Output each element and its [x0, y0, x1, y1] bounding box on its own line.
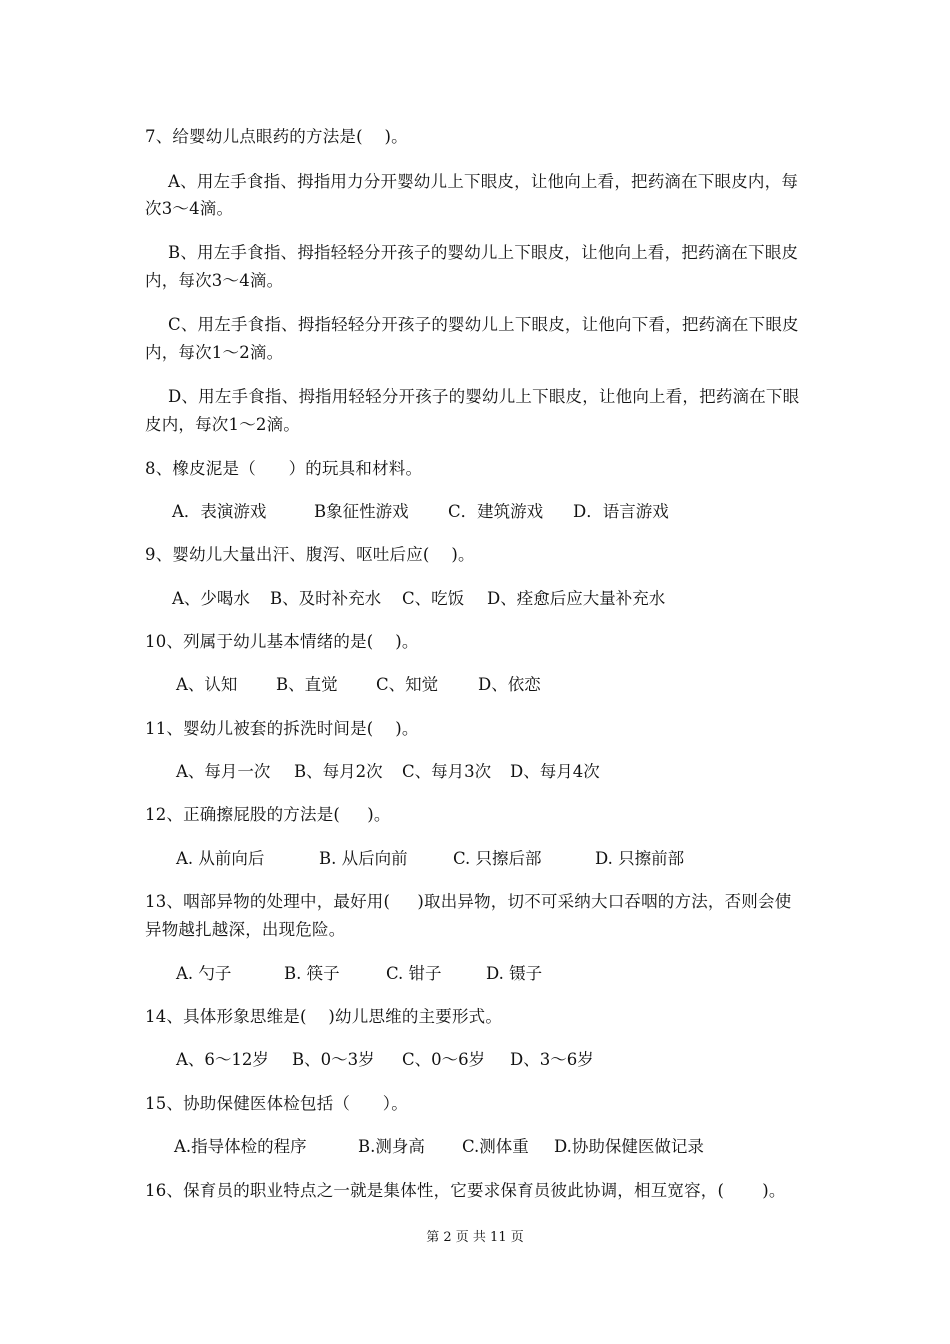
question-14-option-a: A、6～12岁 [176, 1050, 269, 1069]
question-7-option-a-line2: 次3～4滴。 [145, 199, 234, 218]
question-12-options [176, 849, 816, 869]
question-11-options [176, 762, 816, 782]
question-8-stem: 8、橡皮泥是（ ）的玩具和材料。 [145, 459, 423, 478]
question-9-option-d: D、痊愈后应大量补充水 [487, 589, 666, 608]
question-10-stem: 10、列属于幼儿基本情绪的是( )。 [145, 632, 419, 651]
question-14-option-b: B、0～3岁 [292, 1050, 375, 1069]
question-13-stem-line2: 异物越扎越深，出现危险。 [145, 920, 346, 939]
question-8-options [172, 502, 812, 522]
question-14-options [176, 1050, 816, 1070]
question-13-option-a: A. 勺子 [176, 964, 232, 983]
question-7-option-a-line1: A、用左手食指、拇指用力分开婴幼儿上下眼皮，让他向上看，把药滴在下眼皮内，每 [168, 172, 799, 191]
question-13-option-b: B. 筷子 [284, 964, 340, 983]
question-9-option-b: B、及时补充水 [270, 589, 382, 608]
question-11-stem: 11、婴幼儿被套的拆洗时间是( )。 [145, 719, 419, 738]
question-8-option-c: C．建筑游戏 [448, 502, 544, 521]
question-14-stem: 14、具体形象思维是( )幼儿思维的主要形式。 [145, 1007, 503, 1026]
question-14-option-d: D、3～6岁 [510, 1050, 594, 1069]
question-12-option-b: B. 从后向前 [319, 849, 408, 868]
question-8-option-b: B象征性游戏 [314, 502, 409, 521]
question-15-option-a: A.指导体检的程序 [174, 1137, 307, 1156]
question-15-option-d: D.协助保健医做记录 [554, 1137, 704, 1156]
question-7-option-d-line1: D、用左手食指、拇指用轻轻分开孩子的婴幼儿上下眼皮，让他向上看，把药滴在下眼 [168, 387, 800, 406]
question-7-option-c-line1: C、用左手食指、拇指轻轻分开孩子的婴幼儿上下眼皮，让他向下看，把药滴在下眼皮 [168, 315, 799, 334]
question-12-option-d: D. 只擦前部 [595, 849, 685, 868]
question-15-option-b: B.测身高 [358, 1137, 425, 1156]
question-15-stem: 15、协助保健医体检包括（ ）。 [145, 1094, 408, 1113]
page-number-footer: 第 2 页 共 11 页 [426, 1230, 524, 1245]
question-9-option-a: A、少喝水 [172, 589, 250, 608]
question-7-option-b-line1: B、用左手食指、拇指轻轻分开孩子的婴幼儿上下眼皮，让他向上看，把药滴在下眼皮 [168, 243, 799, 262]
question-16-stem: 16、保育员的职业特点之一就是集体性，它要求保育员彼此协调，相互宽容，( )。 [145, 1181, 786, 1200]
question-10-option-c: C、知觉 [376, 675, 439, 694]
question-9-option-c: C、吃饭 [402, 589, 465, 608]
question-8-option-a: A．表演游戏 [172, 502, 267, 521]
question-11-option-b: B、每月2次 [294, 762, 383, 781]
question-7-option-d-line2: 皮内，每次1～2滴。 [145, 415, 300, 434]
question-13-options [176, 964, 816, 984]
question-10-options [176, 675, 816, 695]
question-11-option-a: A、每月一次 [176, 762, 271, 781]
question-14-option-c: C、0～6岁 [402, 1050, 486, 1069]
question-7-stem: 7、给婴幼儿点眼药的方法是( )。 [145, 127, 408, 146]
question-7-option-b-line2: 内，每次3～4滴。 [145, 271, 284, 290]
question-15-options [174, 1137, 814, 1157]
question-9-options [172, 589, 812, 609]
question-12-option-c: C. 只擦后部 [453, 849, 542, 868]
question-12-option-a: A. 从前向后 [176, 849, 265, 868]
question-9-stem: 9、婴幼儿大量出汗、腹泻、呕吐后应( )。 [145, 545, 475, 564]
question-13-option-c: C. 钳子 [386, 964, 442, 983]
question-10-option-d: D、依恋 [478, 675, 541, 694]
question-15-option-c: C.测体重 [462, 1137, 529, 1156]
question-8-option-d: D．语言游戏 [573, 502, 669, 521]
question-10-option-a: A、认知 [176, 675, 238, 694]
question-13-stem-line1: 13、咽部异物的处理中，最好用( )取出异物，切不可采纳大口吞咽的方法，否则会使 [145, 892, 792, 911]
question-11-option-d: D、每月4次 [510, 762, 600, 781]
question-11-option-c: C、每月3次 [402, 762, 492, 781]
question-7-option-c-line2: 内，每次1～2滴。 [145, 343, 284, 362]
question-13-option-d: D. 镊子 [486, 964, 543, 983]
question-10-option-b: B、直觉 [276, 675, 338, 694]
question-12-stem: 12、正确擦屁股的方法是( )。 [145, 805, 391, 824]
